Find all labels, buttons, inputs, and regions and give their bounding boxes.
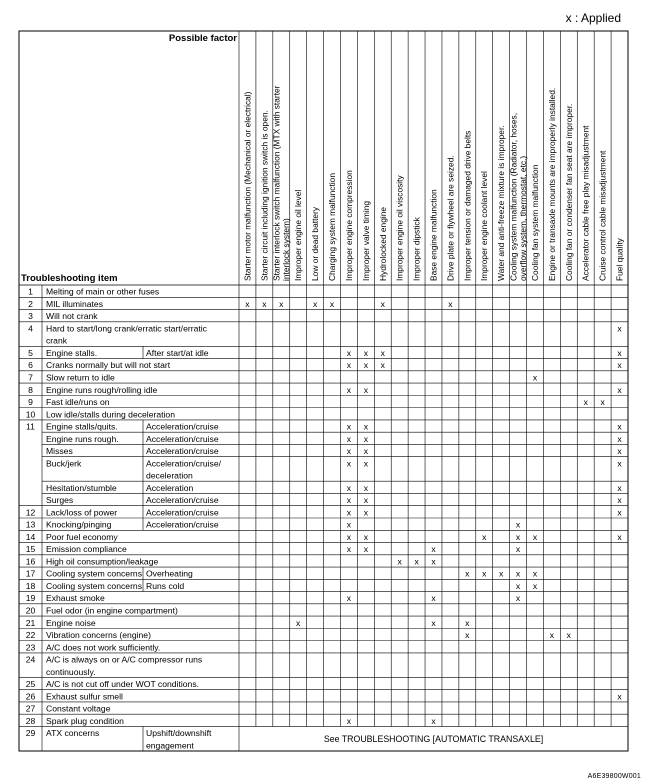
applied-mark: x xyxy=(617,323,622,334)
applied-mark: x xyxy=(363,421,368,432)
row-number: 11 xyxy=(26,421,35,432)
item-label: Buck/jerk xyxy=(46,458,82,469)
table-row xyxy=(28,323,208,345)
factor-header-8 xyxy=(361,201,371,281)
factor-header-9 xyxy=(378,207,388,281)
table-row xyxy=(46,434,219,444)
item-label: High oil consumption/leakage xyxy=(46,556,159,567)
factor-header-16 xyxy=(496,125,506,281)
applied-mark: x xyxy=(617,347,622,358)
condition-label: Overheating xyxy=(146,568,193,579)
item-label: Hard to start/long crank/erratic start/erratic xyxy=(46,323,207,334)
factor-header-13 xyxy=(445,155,455,281)
item-label: Cooling system concerns xyxy=(46,568,143,579)
item-label: Melting of main or other fuses xyxy=(46,286,160,297)
applied-mark: x xyxy=(329,298,335,309)
applied-mark: x xyxy=(465,617,470,628)
factor-label: Cooling fan system malfunction xyxy=(529,164,540,281)
table-row xyxy=(28,348,209,358)
factor-label: Engine or transaxle mounts are improperly installed. xyxy=(546,87,557,281)
row-number: 28 xyxy=(25,715,36,726)
applied-mark: x xyxy=(346,446,352,457)
table-row xyxy=(26,409,175,419)
applied-mark: x xyxy=(482,568,487,579)
table-row xyxy=(28,397,110,407)
item-label: Emission compliance xyxy=(46,544,127,555)
factor-header-19 xyxy=(547,88,557,281)
row-number: 1 xyxy=(28,286,33,297)
item-label: Engine runs rough/rolling idle xyxy=(46,384,158,395)
applied-mark: x xyxy=(380,298,385,309)
applied-mark: x xyxy=(279,298,284,309)
item-label: Engine runs rough. xyxy=(46,433,119,444)
factor-label: Improper engine oil level xyxy=(293,189,304,281)
condition-label: Acceleration/cruise xyxy=(146,433,219,444)
factor-header-22 xyxy=(598,150,608,281)
factor-label: Starter motor malfunction (Mechanical or electrical) xyxy=(242,91,253,281)
applied-mark: x xyxy=(346,495,352,506)
item-label: Low idle/stalls during deceleration xyxy=(46,409,175,420)
item-label: Vibration concerns (engine) xyxy=(46,630,151,641)
factor-header-2 xyxy=(259,110,269,281)
factor-label: Low or dead battery xyxy=(310,206,321,281)
factor-label: Improper dipstick xyxy=(411,217,422,281)
factor-label: Improper engine compression xyxy=(343,170,354,281)
condition-label: deceleration xyxy=(146,470,193,481)
row-number: 10 xyxy=(25,409,36,420)
applied-mark: x xyxy=(262,298,267,309)
condition-label: Acceleration/cruise xyxy=(146,495,219,506)
applied-mark: x xyxy=(363,458,368,469)
factor-label: Improper tension or damaged drive belts xyxy=(462,130,473,281)
table-row xyxy=(26,606,178,616)
table-row xyxy=(28,287,159,297)
applied-mark: x xyxy=(515,544,521,555)
applied-mark: x xyxy=(617,458,622,469)
factor-label: Fuel quality xyxy=(614,238,625,281)
table-row xyxy=(26,728,543,750)
item-label: Hesitation/stumble xyxy=(46,482,117,493)
applied-mark: x xyxy=(346,360,352,371)
applied-mark: x xyxy=(617,360,622,371)
table-row xyxy=(28,360,171,370)
factor-label: Charging system malfunction xyxy=(327,173,338,281)
row-number: 20 xyxy=(25,605,36,616)
factor-headers xyxy=(242,85,624,281)
applied-mark: x xyxy=(346,347,352,358)
applied-mark: x xyxy=(617,421,622,432)
factor-header-12 xyxy=(429,189,439,281)
factor-header-23 xyxy=(615,237,625,281)
applied-mark: x xyxy=(566,630,571,641)
factor-label: Hydrolocked engine xyxy=(377,206,388,281)
applied-mark: x xyxy=(549,630,555,641)
applied-mark: x xyxy=(312,298,318,309)
row-number: 13 xyxy=(25,519,36,530)
factor-label: Accelerator cable free play misadjustment xyxy=(580,125,591,281)
applied-mark: x xyxy=(245,298,250,309)
applied-mark: x xyxy=(380,347,385,358)
factor-header-14 xyxy=(462,131,472,281)
applied-mark: x xyxy=(431,617,436,628)
condition-label: Acceleration/cruise xyxy=(146,507,219,518)
table-row xyxy=(26,581,185,591)
factor-header-1 xyxy=(242,91,252,281)
applied-mark: x xyxy=(431,593,436,604)
applied-mark: x xyxy=(515,531,521,542)
factor-label: Base engine malfunction xyxy=(428,189,439,281)
applied-mark: x xyxy=(363,531,368,542)
condition-label: Acceleration/cruise/ xyxy=(146,458,221,469)
table-row xyxy=(26,507,219,517)
applied-mark: x xyxy=(296,617,301,628)
applied-mark: x xyxy=(617,433,622,444)
applied-mark: x xyxy=(363,544,368,555)
row-number: 15 xyxy=(25,544,36,555)
row-number: 23 xyxy=(25,642,36,653)
applied-mark: x xyxy=(617,531,622,542)
applied-mark: x xyxy=(515,519,521,530)
item-label: Fuel odor (in engine compartment) xyxy=(46,605,178,616)
applied-mark: x xyxy=(363,446,368,457)
table-row xyxy=(26,618,96,628)
applied-mark: x xyxy=(363,360,368,371)
factor-label: Improper valve timing xyxy=(360,200,371,281)
table-row xyxy=(26,422,219,432)
factor-header-3 xyxy=(271,85,291,281)
row-number: 6 xyxy=(28,360,33,371)
item-label: Exhaust sulfur smell xyxy=(46,691,123,702)
applied-mark: x xyxy=(346,715,352,726)
table-row xyxy=(46,458,222,480)
factor-label: Improper engine oil viscosity xyxy=(394,175,405,281)
condition-label: Acceleration/cruise xyxy=(146,519,219,530)
row-number: 8 xyxy=(28,384,33,395)
row-number: 27 xyxy=(25,703,36,714)
item-label: continuously. xyxy=(46,666,96,677)
applied-mark: x xyxy=(448,298,453,309)
applied-mark: x xyxy=(380,360,385,371)
item-label: Misses xyxy=(46,446,73,457)
item-label: Engine noise xyxy=(46,617,96,628)
applied-mark: x xyxy=(346,593,352,604)
factor-label: overflow system, thermostat, etc.) xyxy=(517,155,528,281)
table-row xyxy=(26,691,123,701)
condition-label: engagement xyxy=(146,740,194,751)
factor-header-18 xyxy=(530,164,540,281)
table-row xyxy=(28,311,98,321)
item-label: Engine stalls. xyxy=(46,347,98,358)
possible-factor-label: Possible factor xyxy=(168,33,237,44)
item-label: A/C is not cut off under WOT conditions. xyxy=(46,679,200,690)
applied-mark: x xyxy=(363,347,368,358)
applied-mark: x xyxy=(431,556,436,567)
factor-header-15 xyxy=(479,171,489,281)
applied-mark: x xyxy=(431,715,436,726)
row-number: 26 xyxy=(25,691,36,702)
item-label: Spark plug condition xyxy=(46,715,124,726)
troubleshooting-item-label: Troubleshooting item xyxy=(21,273,118,284)
applied-mark: x xyxy=(363,384,368,395)
table-row xyxy=(26,569,193,579)
table-row xyxy=(46,495,219,505)
table-row xyxy=(26,655,202,677)
factor-header-11 xyxy=(412,216,422,281)
applied-mark: x xyxy=(346,519,352,530)
applied-mark: x xyxy=(346,421,352,432)
applied-mark: x xyxy=(515,580,521,591)
factor-label: Drive plate or flywheel are seized. xyxy=(445,155,456,281)
row-labels xyxy=(26,287,543,751)
factor-header-4 xyxy=(293,190,303,281)
row-number: 29 xyxy=(25,728,36,739)
table-row xyxy=(46,446,219,456)
applied-mark: x xyxy=(346,531,352,542)
factor-header-17 xyxy=(508,113,528,281)
item-label: Exhaust smoke xyxy=(46,593,105,604)
legend: x : Applied xyxy=(565,11,621,25)
factor-header-7 xyxy=(344,170,354,281)
item-label: MIL illuminates xyxy=(46,298,103,309)
condition-label: Acceleration xyxy=(146,482,194,493)
applied-mark: x xyxy=(482,531,487,542)
applied-mark: x xyxy=(397,556,402,567)
condition-label: Acceleration/cruise xyxy=(146,421,219,432)
condition-label: Upshift/downshift xyxy=(146,728,212,739)
applied-mark: x xyxy=(363,507,368,518)
factor-label: Improper engine coolant level xyxy=(479,171,490,281)
applied-mark: x xyxy=(532,568,538,579)
table-row xyxy=(26,593,105,603)
applied-mark: x xyxy=(346,458,352,469)
row-number: 12 xyxy=(25,507,36,518)
applied-mark: x xyxy=(499,568,504,579)
item-label: Poor fuel economy xyxy=(46,531,118,542)
item-label: Cooling system concerns xyxy=(46,580,143,591)
table-row xyxy=(26,532,119,542)
item-label: Surges xyxy=(46,495,74,506)
row-number: 21 xyxy=(25,617,36,628)
factor-label: Cooling fan or condenser fan seat are improper. xyxy=(563,103,574,281)
item-label: Fast idle/runs on xyxy=(46,397,110,408)
row-number: 4 xyxy=(28,323,33,334)
item-label: Will not crank xyxy=(46,311,98,322)
applied-mark: x xyxy=(617,384,622,395)
table-row xyxy=(26,716,124,726)
factor-header-20 xyxy=(564,104,574,281)
table-row xyxy=(26,679,199,689)
applied-mark: x xyxy=(532,580,538,591)
row-number: 7 xyxy=(28,372,33,383)
condition-label: Runs cold xyxy=(146,580,185,591)
row-number: 25 xyxy=(25,679,36,690)
item-label: A/C does not work sufficiently. xyxy=(46,642,161,653)
figure-code: A6E39800W001 xyxy=(587,773,641,780)
marks xyxy=(245,299,622,726)
factor-header-10 xyxy=(395,175,405,281)
table-row xyxy=(28,385,157,395)
applied-mark: x xyxy=(532,531,538,542)
row-number: 16 xyxy=(25,556,36,567)
applied-mark: x xyxy=(583,397,588,408)
item-label: Knocking/pinging xyxy=(46,519,112,530)
applied-mark: x xyxy=(414,556,419,567)
factor-label: Water and anti-freeze mixture is improper. xyxy=(496,125,507,281)
factor-label: Starter interlock switch malfunction (MTX with starter xyxy=(271,85,282,281)
applied-mark: x xyxy=(465,630,470,641)
row-number: 3 xyxy=(28,311,33,322)
applied-mark: x xyxy=(363,433,368,444)
condition-label: Acceleration/cruise xyxy=(146,446,219,457)
row-number: 9 xyxy=(28,397,33,408)
applied-mark: x xyxy=(617,507,622,518)
table-row xyxy=(26,630,151,640)
row-number: 5 xyxy=(28,347,33,358)
item-label: A/C is always on or A/C compressor runs xyxy=(46,654,203,665)
item-label: Constant voltage xyxy=(46,703,111,714)
row-number: 2 xyxy=(28,298,33,309)
factor-label: interlock system) xyxy=(281,218,292,281)
row-number: 22 xyxy=(25,630,36,641)
item-label: Engine stalls/quits. xyxy=(46,421,118,432)
applied-mark: x xyxy=(617,495,622,506)
table-row xyxy=(26,556,159,566)
applied-mark: x xyxy=(363,482,368,493)
row-number: 24 xyxy=(25,654,36,665)
applied-mark: x xyxy=(346,433,352,444)
applied-mark: x xyxy=(346,507,352,518)
applied-mark: x xyxy=(600,397,605,408)
applied-mark: x xyxy=(346,384,352,395)
applied-mark: x xyxy=(515,593,521,604)
applied-mark: x xyxy=(431,544,436,555)
table-row xyxy=(28,299,103,309)
table-row xyxy=(28,373,115,383)
applied-mark: x xyxy=(532,372,538,383)
factor-header-6 xyxy=(327,173,337,281)
row-number: 14 xyxy=(25,531,36,542)
item-label: Cranks normally but will not start xyxy=(46,360,171,371)
condition-label: After start/at idle xyxy=(146,347,209,358)
item-label: crank xyxy=(46,335,68,346)
factor-label: Cruise control cable misadjustment xyxy=(597,150,608,281)
applied-mark: x xyxy=(617,446,622,457)
factor-label: Cooling system malfunction (Radiator, hoses, xyxy=(508,112,519,281)
applied-mark: x xyxy=(346,544,352,555)
applied-mark: x xyxy=(465,568,470,579)
table-row xyxy=(26,520,219,530)
factor-header-21 xyxy=(581,125,591,281)
row-number: 17 xyxy=(25,568,36,579)
see-note: See TROUBLESHOOTING [AUTOMATIC TRANSAXLE] xyxy=(323,733,544,744)
item-label: Lack/loss of power xyxy=(46,507,118,518)
applied-mark: x xyxy=(346,482,352,493)
table-row xyxy=(46,483,194,493)
applied-mark: x xyxy=(515,568,521,579)
table-row xyxy=(26,642,161,652)
applied-mark: x xyxy=(617,482,622,493)
row-number: 18 xyxy=(25,580,36,591)
item-label: Slow return to idle xyxy=(46,372,115,383)
item-label: ATX concerns xyxy=(46,728,100,739)
applied-mark: x xyxy=(617,691,622,702)
table-row xyxy=(26,544,127,554)
row-number: 19 xyxy=(25,593,36,604)
factor-header-5 xyxy=(310,206,320,281)
table-row xyxy=(26,704,111,714)
factor-label: Starter circuit including ignition switch is open. xyxy=(259,110,270,281)
applied-mark: x xyxy=(363,495,368,506)
